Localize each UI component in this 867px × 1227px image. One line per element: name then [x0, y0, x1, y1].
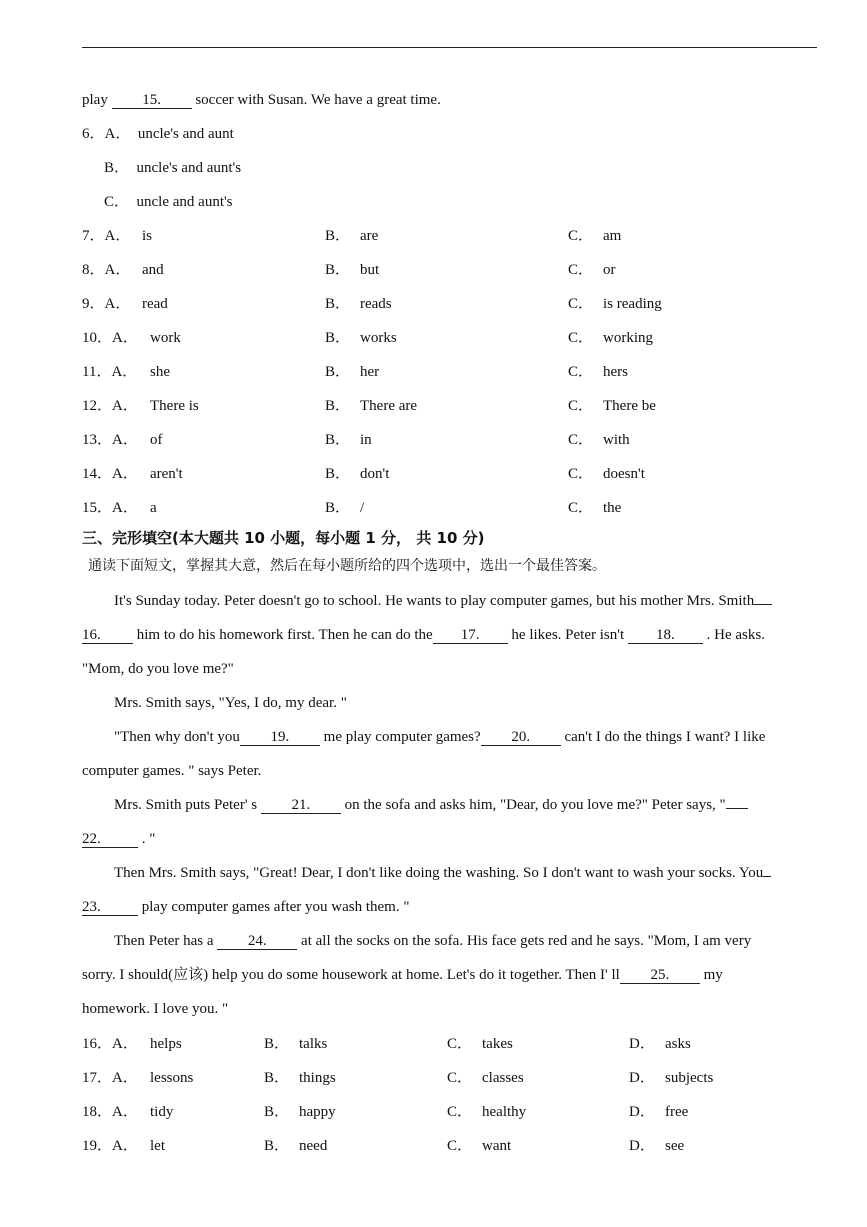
passage-line: 23. play computer games after you wash them. ": [82, 899, 410, 915]
blank-23: 23.: [82, 899, 138, 916]
option-a: There is: [150, 398, 199, 414]
option-b: don't: [360, 466, 390, 482]
option-a: is: [142, 228, 153, 244]
option-row: [82, 430, 817, 450]
option-d: see: [665, 1138, 685, 1154]
option-d-label: D．: [629, 1036, 655, 1052]
option-c-label: C．: [568, 296, 594, 312]
blank-16: 16.: [82, 627, 133, 644]
option-c-label: C．: [568, 500, 594, 516]
option-d: free: [665, 1104, 689, 1120]
option-b: works: [360, 330, 397, 346]
option-row: [82, 396, 817, 416]
passage-line: computer games. " says Peter.: [82, 763, 262, 779]
option-b-label: B．: [325, 330, 351, 346]
passage-line: Then Peter has a 24. at all the socks on the sofa. His face gets red and he says. "Mom, I am very: [114, 933, 752, 949]
option-c: am: [603, 228, 622, 244]
option-b: are: [360, 228, 379, 244]
q6-option-b: B． uncle's and aunt's: [104, 160, 242, 176]
option-b-label: B．: [264, 1036, 290, 1052]
option-c: takes: [482, 1036, 513, 1052]
question-number: 8．A．: [82, 262, 131, 278]
option-b-label: B．: [325, 398, 351, 414]
option-c: hers: [603, 364, 628, 380]
option-b: reads: [360, 296, 392, 312]
question-number: 19．A．: [82, 1138, 138, 1154]
option-b-label: B．: [325, 432, 351, 448]
passage-line: "Then why don't you 19. me play computer games? 20. can't I do the things I want? I like: [114, 729, 766, 745]
option-a: and: [142, 262, 164, 278]
passage-line: 22. . ": [82, 831, 156, 847]
option-c-label: C．: [447, 1070, 473, 1086]
option-c: doesn't: [603, 466, 645, 482]
instructions: 通读下面短文，掌握其大意，然后在每小题所给的四个选项中，选出一个最佳答案。: [88, 558, 606, 574]
passage-line: Mrs. Smith puts Peter' s 21. on the sofa and asks him, "Dear, do you love me?" Peter says, ": [114, 795, 748, 815]
option-b: need: [299, 1138, 328, 1154]
option-b: her: [360, 364, 380, 380]
option-row: [82, 1136, 817, 1156]
option-a: tidy: [150, 1104, 174, 1120]
option-row: [82, 328, 817, 348]
option-c-label: C．: [568, 466, 594, 482]
intro-line: [82, 90, 441, 110]
question-number: 14．A．: [82, 466, 138, 482]
option-row: [82, 1102, 817, 1122]
option-c: want: [482, 1138, 512, 1154]
passage-line: sorry. I should(应该) help you do some housework at home. Let's do it together. Then I' ll 25. my: [82, 967, 723, 983]
option-c: the: [603, 500, 622, 516]
option-c: There be: [603, 398, 656, 414]
option-a: lessons: [150, 1070, 194, 1086]
option-c: with: [603, 432, 630, 448]
blank-22: 22.: [82, 831, 138, 848]
option-a: she: [150, 364, 170, 380]
option-b-label: B．: [264, 1070, 290, 1086]
intro-text-after: soccer with Susan. We have a great time.: [191, 92, 441, 108]
question-number: 15．A．: [82, 500, 138, 516]
option-d-label: D．: [629, 1070, 655, 1086]
option-row: [82, 362, 817, 382]
option-a: a: [150, 500, 157, 516]
option-b: /: [360, 500, 365, 516]
option-a: read: [142, 296, 168, 312]
intro-text: play: [82, 92, 112, 108]
passage-line: It's Sunday today. Peter doesn't go to school. He wants to play computer games, but his mother Mrs. Smith: [114, 591, 772, 611]
option-b: There are: [360, 398, 418, 414]
option-a: of: [150, 432, 163, 448]
option-c-label: C．: [447, 1036, 473, 1052]
blank-21: 21.: [261, 797, 341, 814]
option-d: subjects: [665, 1070, 714, 1086]
question-number: 7．A．: [82, 228, 131, 244]
option-row: [82, 1068, 817, 1088]
option-b-label: B．: [325, 500, 351, 516]
option-b: happy: [299, 1104, 336, 1120]
option-c: or: [603, 262, 616, 278]
question-number: 13．A．: [82, 432, 138, 448]
option-a: helps: [150, 1036, 182, 1052]
passage-line: 16. him to do his homework first. Then he can do the 17. he likes. Peter isn't 18. . He asks.: [82, 627, 765, 643]
passage-line: "Mom, do you love me?": [82, 661, 234, 677]
passage-line: Then Mrs. Smith says, "Great! Dear, I don't like doing the washing. So I don't want to wash your socks. You: [114, 863, 771, 883]
option-c-label: C．: [447, 1104, 473, 1120]
option-c: working: [603, 330, 653, 346]
option-row: [82, 498, 817, 518]
blank-18: 18.: [628, 627, 703, 644]
option-c-label: C．: [447, 1138, 473, 1154]
option-b-label: B．: [325, 262, 351, 278]
option-a: let: [150, 1138, 165, 1154]
option-b: talks: [299, 1036, 328, 1052]
option-c-label: C．: [568, 398, 594, 414]
option-row: [82, 260, 817, 280]
blank-24: 24.: [217, 933, 297, 950]
option-d: asks: [665, 1036, 691, 1052]
option-b-label: B．: [264, 1104, 290, 1120]
option-c-label: C．: [568, 228, 594, 244]
option-row: [82, 464, 817, 484]
question-number: 18．A．: [82, 1104, 138, 1120]
option-c: healthy: [482, 1104, 527, 1120]
question-number: 10．A．: [82, 330, 138, 346]
header-rule: [82, 47, 817, 48]
blank-25: 25.: [620, 967, 700, 984]
option-b: in: [360, 432, 372, 448]
question-number: 11．A．: [82, 364, 138, 380]
option-c-label: C．: [568, 330, 594, 346]
option-row: [82, 226, 817, 246]
option-b-label: B．: [325, 466, 351, 482]
passage-line: Mrs. Smith says, "Yes, I do, my dear. ": [114, 695, 347, 711]
option-b-label: B．: [325, 228, 351, 244]
question-number: 12．A．: [82, 398, 138, 414]
q6-option-a: 6．A． uncle's and aunt: [82, 126, 234, 142]
section-title: 三、完形填空(本大题共 10 小题，每小题 1 分， 共 10 分): [82, 529, 485, 547]
option-b-label: B．: [325, 296, 351, 312]
option-c: classes: [482, 1070, 524, 1086]
option-c: is reading: [603, 296, 662, 312]
q6-option-c: C． uncle and aunt's: [104, 194, 233, 210]
option-row: [82, 1034, 817, 1054]
option-a: work: [150, 330, 181, 346]
option-b-label: B．: [264, 1138, 290, 1154]
blank-15: 15.: [112, 92, 192, 109]
option-c-label: C．: [568, 432, 594, 448]
question-number: 17．A．: [82, 1070, 138, 1086]
blank-19: 19.: [240, 729, 320, 746]
option-d-label: D．: [629, 1138, 655, 1154]
option-a: aren't: [150, 466, 183, 482]
blank-20: 20.: [481, 729, 561, 746]
blank-17: 17.: [433, 627, 508, 644]
option-b: things: [299, 1070, 336, 1086]
question-number: 16．A．: [82, 1036, 138, 1052]
option-c-label: C．: [568, 262, 594, 278]
option-b-label: B．: [325, 364, 351, 380]
question-number: 9．A．: [82, 296, 131, 312]
option-b: but: [360, 262, 380, 278]
option-c-label: C．: [568, 364, 594, 380]
option-row: [82, 294, 817, 314]
option-d-label: D．: [629, 1104, 655, 1120]
passage-line: homework. I love you. ": [82, 1001, 229, 1017]
